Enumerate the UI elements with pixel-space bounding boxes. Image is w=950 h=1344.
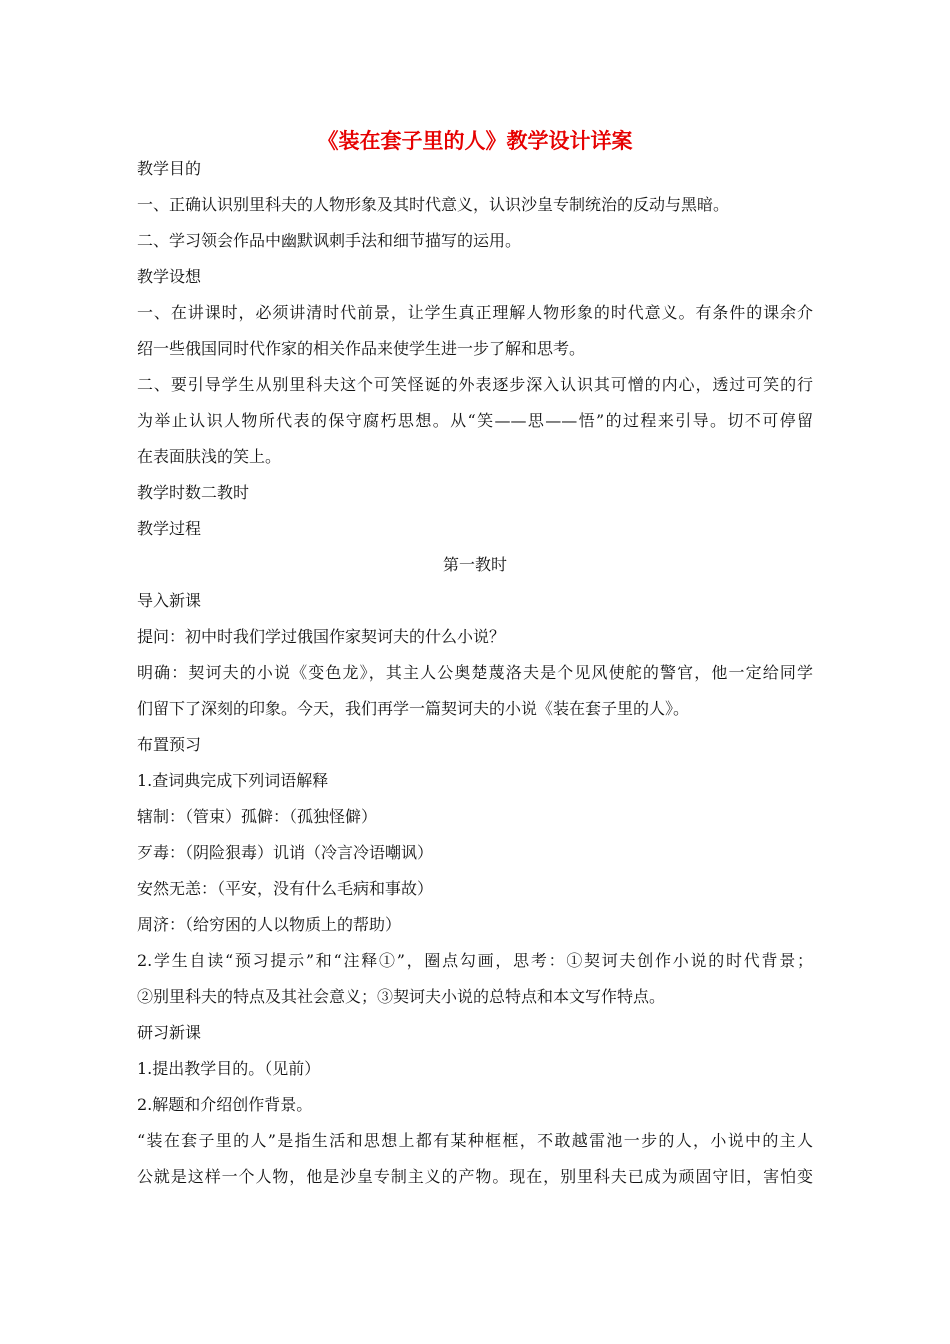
idea-two-line-1: 二、要引导学生从别里科夫这个可笑怪诞的外表逐步深入认识其可憎的内心，透过可笑的行 — [137, 375, 813, 394]
new-lesson-step-2: 2.解题和介绍创作背景。 — [137, 1095, 313, 1114]
document-body — [137, 151, 813, 1195]
idea-one-line-1: 一、在讲课时，必须讲清时代前景，让学生真正理解人物形象的时代意义。有条件的课余介 — [137, 303, 813, 322]
document-title: 《装在套子里的人》教学设计详案 — [317, 129, 633, 153]
vocab-line-3: 安然无恙：（平安，没有什么毛病和事故） — [137, 879, 434, 898]
goal-one: 一、正确认识别里科夫的人物形象及其时代意义，认识沙皇专制统治的反动与黑暗。 — [137, 195, 730, 214]
idea-two-line-2: 为举止认识人物所代表的保守腐朽思想。从“笑——思——悟”的过程来引导。切不可停留 — [137, 411, 813, 430]
heading-teaching-goals: 教学目的 — [137, 159, 202, 178]
background-line-2: 公就是这样一个人物，他是沙皇专制主义的产物。现在，别里科夫已成为顽固守旧，害怕变 — [137, 1167, 813, 1186]
idea-one-line-2: 绍一些俄国同时代作家的相关作品来使学生进一步了解和思考。 — [137, 339, 586, 358]
preview-step-1: 1.查词典完成下列词语解释 — [137, 771, 329, 790]
vocab-line-4: 周济：（给穷困的人以物质上的帮助） — [137, 915, 402, 934]
answer-line-2: 们留下了深刻的印象。今天，我们再学一篇契诃夫的小说《装在套子里的人》。 — [137, 699, 690, 718]
question-line: 提问：初中时我们学过俄国作家契诃夫的什么小说？ — [137, 627, 506, 646]
teaching-hours: 教学时数二教时 — [137, 483, 250, 502]
preview-step-2-line-2: ②别里科夫的特点及其社会意义；③契诃夫小说的总特点和本文写作特点。 — [137, 987, 666, 1006]
background-line-1: “装在套子里的人”是指生活和思想上都有某种框框，不敢越雷池一步的人，小说中的主人 — [137, 1131, 813, 1150]
new-lesson-step-1: 1.提出教学目的。（见前） — [137, 1059, 321, 1078]
vocab-line-1: 辖制：（管束）孤僻：（孤独怪僻） — [137, 807, 378, 826]
first-lesson-heading: 第一教时 — [442, 555, 507, 574]
heading-preview: 布置预习 — [137, 735, 202, 754]
idea-two-line-3: 在表面肤浅的笑上。 — [137, 447, 282, 466]
preview-step-2-line-1: 2.学生自读“预习提示”和“注释①”，圈点勾画，思考：①契诃夫创作小说的时代背景； — [137, 951, 813, 970]
vocab-line-2: 歹毒：（阴险狠毒）讥诮（冷言冷语嘲讽） — [137, 843, 434, 862]
answer-line-1: 明确：契诃夫的小说《变色龙》，其主人公奥楚蔑洛夫是个见风使舵的警官，他一定给同学 — [137, 663, 813, 682]
goal-two: 二、学习领会作品中幽默讽刺手法和细节描写的运用。 — [137, 231, 522, 250]
heading-introduction: 导入新课 — [137, 591, 202, 610]
heading-teaching-process: 教学过程 — [137, 519, 202, 538]
heading-new-lesson: 研习新课 — [137, 1023, 202, 1042]
heading-teaching-ideas: 教学设想 — [137, 267, 202, 286]
